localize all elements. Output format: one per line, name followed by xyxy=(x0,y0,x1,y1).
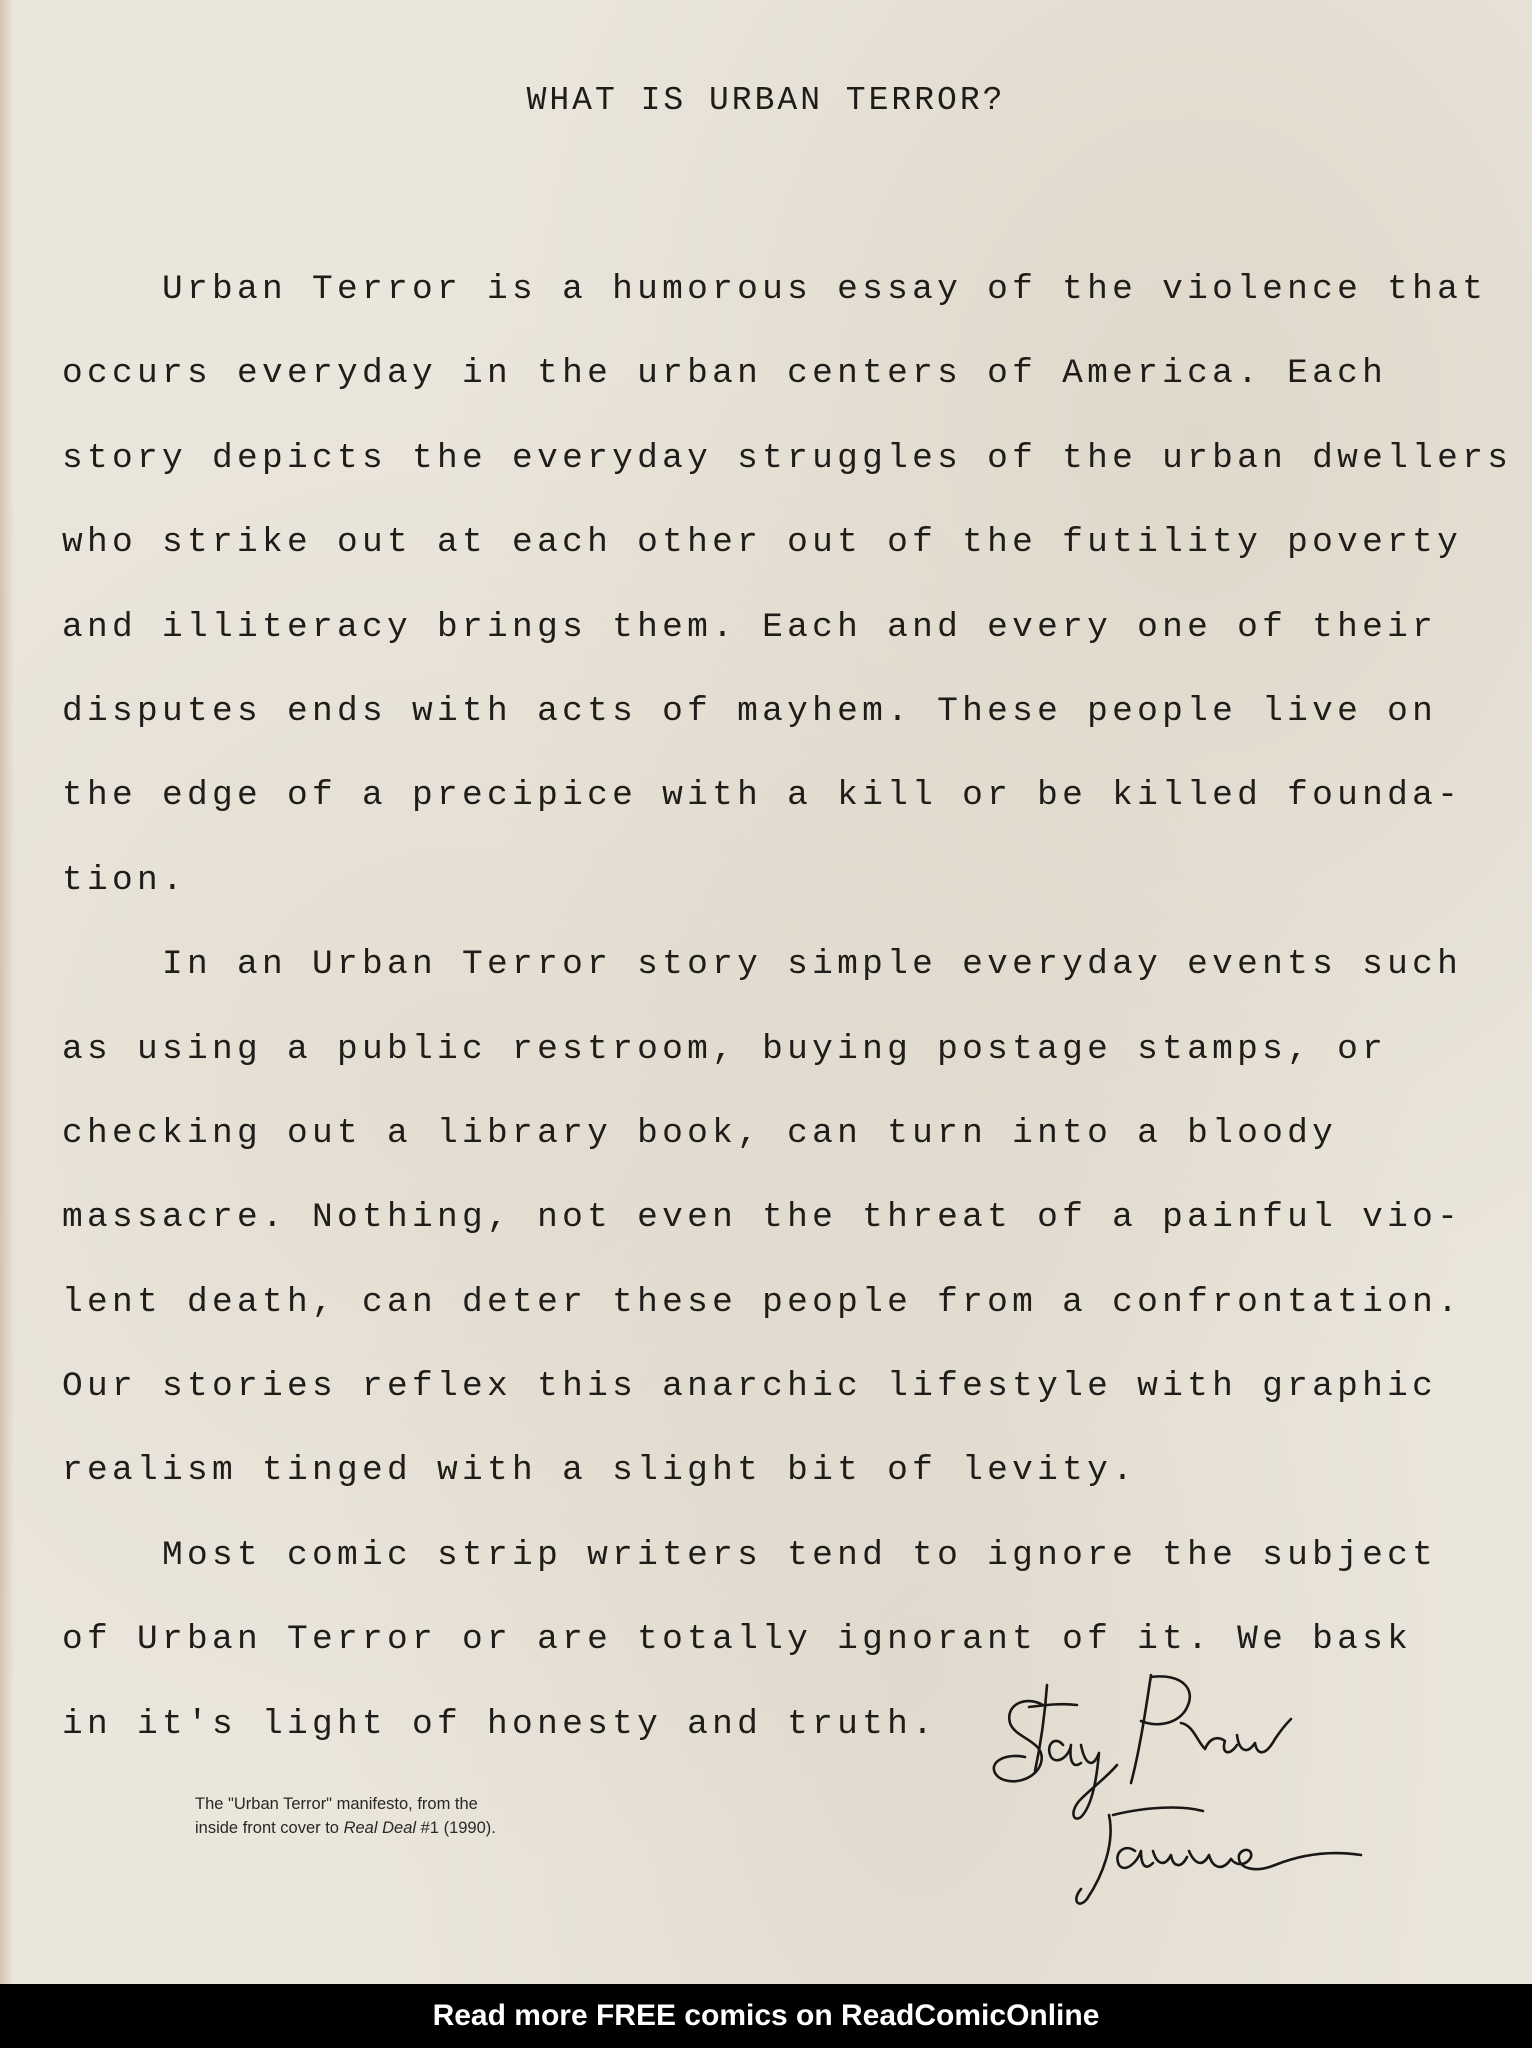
text-line: who strike out at each other out of the futility poverty xyxy=(62,523,1463,563)
footer-banner[interactable]: Read more FREE comics on ReadComicOnline xyxy=(0,1984,1532,2048)
text-line: disputes ends with acts of mayhem. These people live on xyxy=(62,691,1438,731)
text-line: tion. xyxy=(62,860,188,900)
text-line: of Urban Terror or are totally ignorant of it. We bask xyxy=(62,1620,1413,1660)
page-title: WHAT IS URBAN TERROR? xyxy=(526,82,1006,119)
text-line: Urban Terror is a humorous essay of the violence that xyxy=(62,270,1488,309)
text-line: the edge of a precipice with a kill or be killed founda- xyxy=(62,776,1463,816)
caption-line-1: The "Urban Terror" manifesto, from the xyxy=(195,1795,478,1813)
text-line: massacre. Nothing, not even the threat of a painful vio- xyxy=(62,1198,1463,1238)
text-line: story depicts the everyday struggles of the urban dwellers xyxy=(62,438,1513,478)
text-line: as using a public restroom, buying postage stamps, or xyxy=(62,1029,1388,1069)
caption-comic-title: Real Deal xyxy=(343,1819,417,1837)
text-line: in it's light of honesty and truth. xyxy=(62,1704,938,1744)
manifesto-body xyxy=(62,248,1532,1767)
caption-suffix: #1 (1990). xyxy=(416,1819,496,1837)
text-line: In an Urban Terror story simple everyday events such xyxy=(62,945,1463,985)
text-line: Most comic strip writers tend to ignore the subject xyxy=(62,1535,1438,1575)
text-line: realism tinged with a slight bit of levity. xyxy=(62,1451,1138,1491)
handwritten-signature xyxy=(985,1665,1365,1910)
text-line: occurs everyday in the urban centers of America. Each xyxy=(62,354,1388,394)
text-line: and illiteracy brings them. Each and every one of their xyxy=(62,607,1438,647)
caption-prefix: inside front cover to xyxy=(195,1819,344,1837)
text-line: checking out a library book, can turn into a bloody xyxy=(62,1113,1338,1153)
text-line: lent death, can deter these people from a confrontation. xyxy=(62,1282,1463,1322)
text-line: Our stories reflex this anarchic lifestyle with graphic xyxy=(62,1367,1438,1407)
caption-line-2 xyxy=(195,1816,496,1840)
image-caption xyxy=(195,1792,496,1840)
page-edge-shadow xyxy=(0,0,14,1984)
